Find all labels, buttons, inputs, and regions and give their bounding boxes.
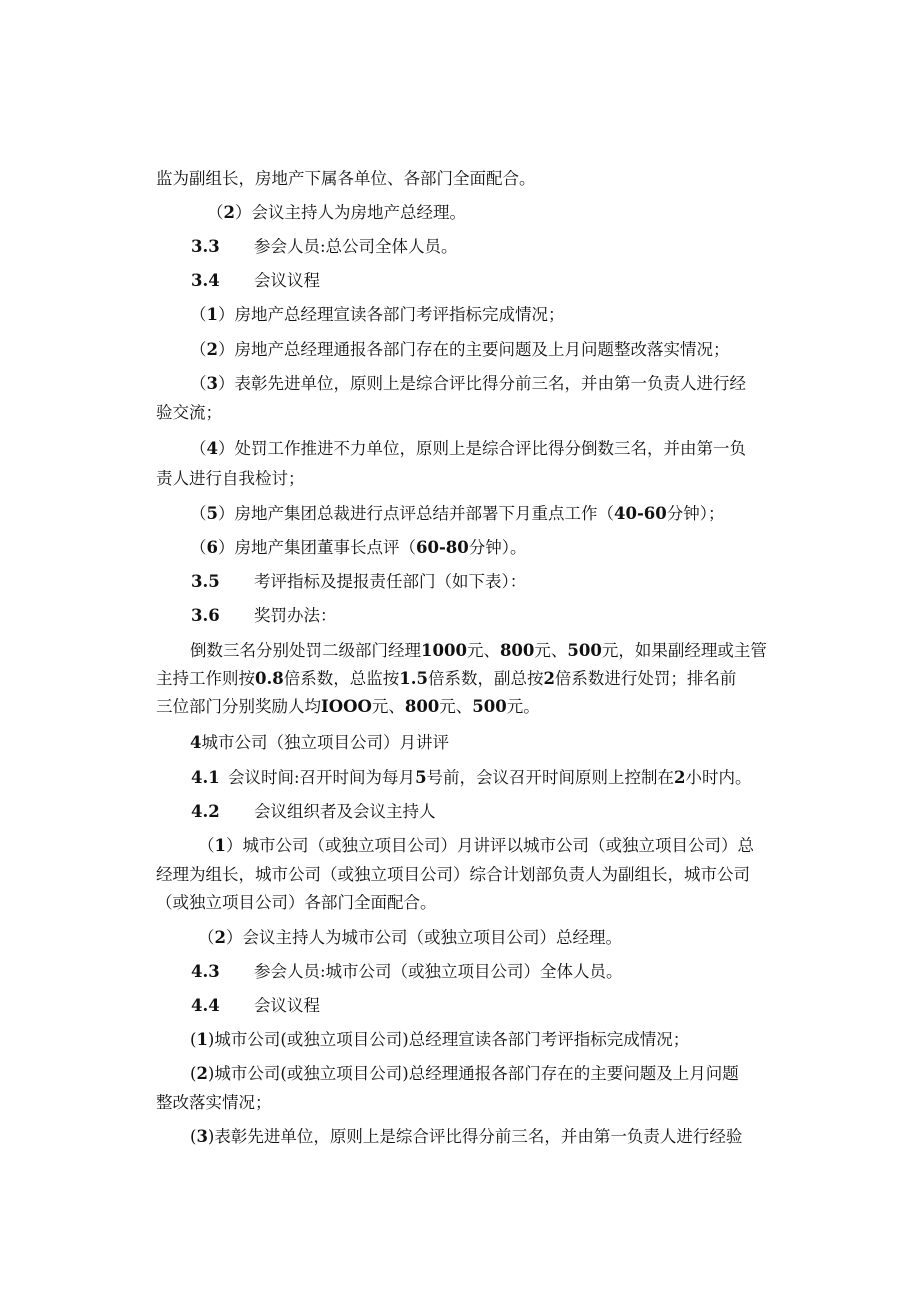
paragraph-line: 主持工作则按0.8倍系数，总监按1.5倍系数，副总按2倍系数进行处罚；排名前 xyxy=(156,669,737,688)
list-item: （2）会议主持人为城市公司（或独立项目公司）总经理。 xyxy=(198,928,622,947)
list-item: （2）会议主持人为房地产总经理。 xyxy=(207,203,466,222)
section-text: 参会人员:城市公司（或独立项目公司）全体人员。 xyxy=(254,962,623,981)
section-heading: 4城市公司（独立项目公司）月讲评 xyxy=(190,733,449,752)
list-item-continuation: 经理为组长，城市公司（或独立项目公司）综合计划部负责人为副组长，城市公司 xyxy=(156,865,750,884)
list-item: （2）房地产总经理通报各部门存在的主要问题及上月问题整改落实情况； xyxy=(190,340,730,359)
section-number: 4.2 xyxy=(191,802,220,821)
list-item-continuation: 验交流； xyxy=(156,403,222,422)
section-text: 奖罚办法： xyxy=(254,606,337,625)
section-number: 3.3 xyxy=(191,237,220,256)
paragraph-line: 监为副组长，房地产下属各单位、各部门全面配合。 xyxy=(156,169,536,188)
list-item: (3)表彰先进单位，原则上是综合评比得分前三名，并由第一负责人进行经验 xyxy=(190,1127,743,1146)
section-number: 4.1 xyxy=(191,768,220,787)
section-text: 会议议程 xyxy=(254,271,320,290)
section-text: 考评指标及提报责任部门（如下表）： xyxy=(254,572,527,591)
list-item: （1）房地产总经理宣读各部门考评指标完成情况； xyxy=(190,305,565,324)
paragraph-line: 倒数三名分别处罚二级部门经理1000元、800元、500元，如果副经理或主管 xyxy=(190,641,767,660)
list-item: （1）城市公司（或独立项目公司）月讲评以城市公司（或独立项目公司）总 xyxy=(198,836,754,855)
list-item: （5）房地产集团总裁进行点评总结并部署下月重点工作（40-60分钟）； xyxy=(190,504,725,523)
section-text: 会议时间:召开时间为每月5号前，会议召开时间原则上控制在2小时内。 xyxy=(228,768,752,787)
section-text: 会议议程 xyxy=(254,996,320,1015)
list-item-continuation: （或独立项目公司）各部门全面配合。 xyxy=(156,893,437,912)
section-number: 3.6 xyxy=(191,606,220,625)
section-number: 4.3 xyxy=(191,962,220,981)
list-item: (2)城市公司(或独立项目公司)总经理通报各部门存在的主要问题及上月问题 xyxy=(190,1064,739,1083)
list-item: （3）表彰先进单位，原则上是综合评比得分前三名，并由第一负责人进行经 xyxy=(190,374,746,393)
section-text: 会议组织者及会议主持人 xyxy=(254,802,436,821)
list-item: （4）处罚工作推进不力单位，原则上是综合评比得分倒数三名，并由第一负 xyxy=(190,439,746,458)
section-number: 4.4 xyxy=(191,996,220,1015)
paragraph-line: 三位部门分别奖励人均IOOO元、800元、500元。 xyxy=(156,697,540,716)
section-text: 参会人员:总公司全体人员。 xyxy=(254,237,458,256)
list-item-continuation: 整改落实情况； xyxy=(156,1093,272,1112)
list-item-continuation: 责人进行自我检讨； xyxy=(156,469,305,488)
list-item: (1)城市公司(或独立项目公司)总经理宣读各部门考评指标完成情况； xyxy=(190,1030,690,1049)
section-number: 3.4 xyxy=(191,271,220,290)
list-item: （6）房地产集团董事长点评（60-80分钟）。 xyxy=(190,538,527,557)
section-number: 3.5 xyxy=(191,572,220,591)
